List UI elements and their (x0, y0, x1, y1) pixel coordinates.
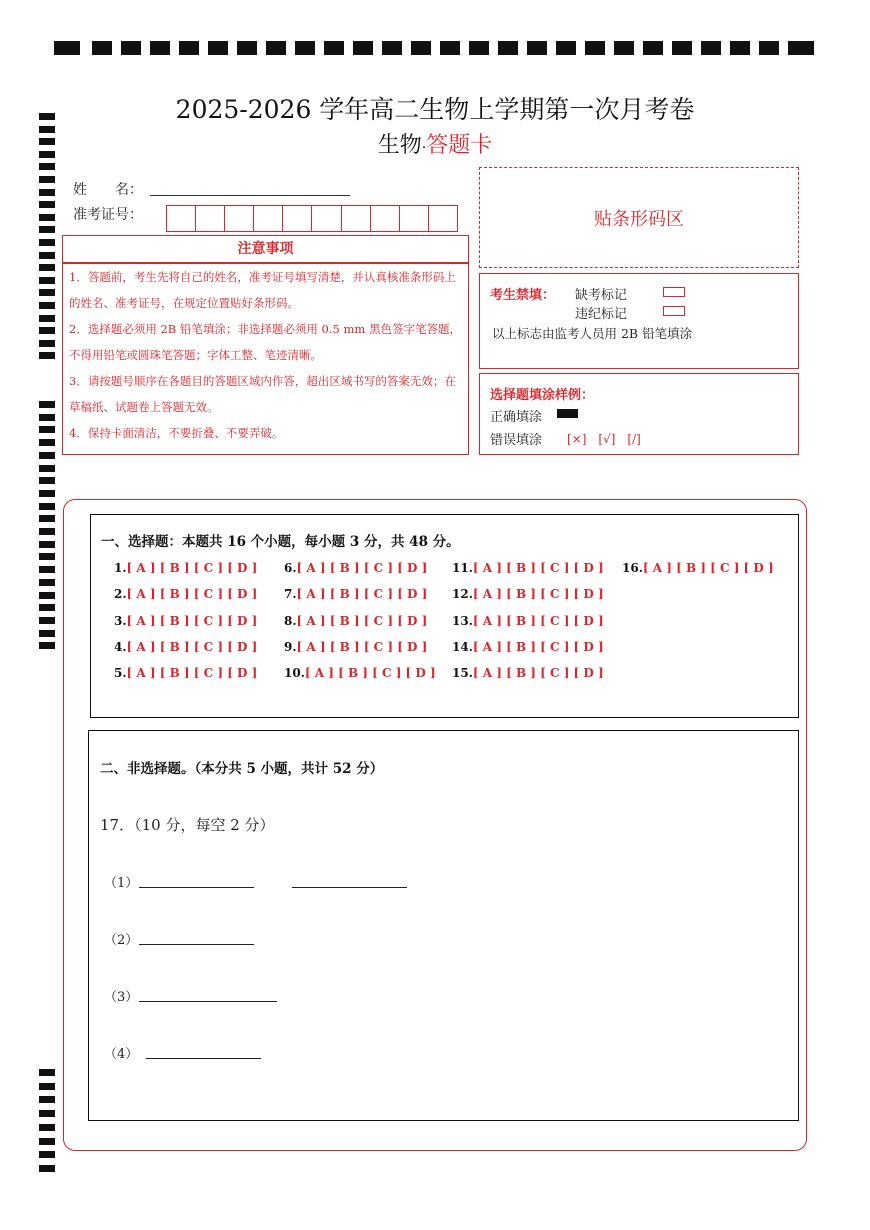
choice-question (452, 614, 604, 628)
answer-blank[interactable] (146, 1058, 261, 1059)
timing-mark (39, 226, 55, 233)
timing-mark (39, 239, 55, 246)
proctor-note: 以上标志由监考人员用 2B 铅笔填涂 (492, 326, 693, 341)
timing-mark (353, 41, 373, 55)
answer-blank[interactable] (139, 1001, 277, 1002)
timing-mark (469, 41, 489, 55)
name-label: 姓 名： (73, 182, 143, 198)
choice-question (452, 587, 604, 601)
answer-options[interactable]: [ A ] [ B ] [ C ] [ D ] (472, 639, 604, 654)
timing-mark (39, 1110, 55, 1117)
choice-question (452, 666, 604, 680)
question-number: 9. (284, 639, 297, 654)
choice-question (622, 561, 774, 575)
question-number: 15. (452, 666, 473, 681)
question-number: 12. (452, 587, 473, 602)
answer-options[interactable]: [ A ] [ B ] [ C ] [ D ] (304, 666, 436, 681)
choice-section (90, 514, 799, 718)
question-number: 3. (114, 613, 127, 628)
timing-mark (39, 592, 55, 599)
choice-section-title: 一、选择题：本题共 16 个小题，每小题 3 分，共 48 分。 (101, 534, 460, 550)
timing-mark (498, 41, 518, 55)
timing-mark (39, 163, 55, 170)
timing-mark (39, 465, 55, 472)
answer-options[interactable]: [ A ] [ B ] [ C ] [ D ] (296, 613, 428, 628)
question-number: 5. (114, 666, 127, 681)
timing-mark (788, 41, 814, 55)
notice-item: 2．选择题必须用 2B 铅笔填涂；非选择题必须用 0.5 mm 黑色签字笔答题，不得用铅笔或圆珠笔答题；字体工整、笔迹清晰。 (69, 322, 461, 362)
timing-mark (92, 41, 112, 55)
timing-mark (39, 1151, 55, 1158)
barcode-label: 贴条形码区 (594, 208, 684, 230)
timing-mark (150, 41, 170, 55)
question-number: 14. (452, 639, 473, 654)
timing-mark (39, 1069, 55, 1076)
question-number: 8. (284, 613, 297, 628)
timing-mark (39, 439, 55, 446)
choice-question (114, 561, 257, 575)
choice-question (114, 587, 257, 601)
timing-mark (39, 414, 55, 421)
notice-box (62, 263, 469, 455)
timing-mark (121, 41, 141, 55)
fill-example-box (479, 373, 799, 455)
answer-options[interactable]: [ A ] [ B ] [ C ] [ D ] (126, 561, 258, 575)
choice-question (284, 561, 427, 575)
id-digit-box[interactable] (225, 206, 254, 231)
id-digit-box[interactable] (167, 206, 196, 231)
answer-options[interactable]: [ A ] [ B ] [ C ] [ D ] (642, 561, 774, 575)
id-digit-box[interactable] (371, 206, 400, 231)
notice-item: 4．保持卡面清洁，不要折叠、不要弄破。 (69, 426, 284, 440)
id-digit-box[interactable] (312, 206, 341, 231)
answer-blank[interactable] (139, 887, 254, 888)
subtitle-dot: · (421, 140, 427, 156)
timing-mark (440, 41, 460, 55)
question-number: 10. (284, 666, 305, 681)
id-digit-box[interactable] (283, 206, 312, 231)
timing-mark (759, 41, 779, 55)
timing-mark (39, 189, 55, 196)
wrong-fill-marks: [×] [√] [/] (567, 432, 641, 446)
timing-mark (585, 41, 605, 55)
timing-mark (39, 503, 55, 510)
timing-mark (39, 264, 55, 271)
timing-mark (39, 541, 55, 548)
id-digit-box[interactable] (342, 206, 371, 231)
timing-mark (39, 1124, 55, 1131)
timing-mark (672, 41, 692, 55)
timing-mark (39, 579, 55, 586)
timing-mark (39, 553, 55, 560)
choice-question (284, 614, 427, 628)
choice-question (284, 666, 436, 680)
question-number: 6. (284, 561, 297, 575)
choice-question (284, 640, 427, 654)
answer-blank[interactable] (292, 887, 407, 888)
timing-mark (266, 41, 286, 55)
id-label: 准考证号： (73, 207, 143, 223)
question-17-title: 17．（10 分，每空 2 分） (100, 816, 275, 834)
choice-question (452, 640, 604, 654)
timing-mark (237, 41, 257, 55)
timing-mark (39, 176, 55, 183)
timing-mark (39, 315, 55, 322)
subquestion-2-label: （2） (104, 933, 139, 948)
timing-mark (527, 41, 547, 55)
violation-label: 违纪标记 (575, 307, 628, 322)
barcode-area (479, 167, 799, 268)
subquestion-1-label: （1） (104, 876, 139, 891)
timing-mark (39, 1083, 55, 1090)
question-number: 4. (114, 639, 127, 654)
proctor-box (479, 273, 799, 369)
id-digit-box[interactable] (400, 206, 429, 231)
answer-options[interactable]: [ A ] [ B ] [ C ] [ D ] (472, 613, 604, 628)
timing-mark (39, 327, 55, 334)
timing-mark (39, 1165, 55, 1172)
subquestion-4-label: （4） (104, 1047, 139, 1062)
timing-mark (382, 41, 402, 55)
question-number: 2. (114, 587, 127, 602)
subtitle-card: 答题卡 (426, 133, 493, 158)
timing-mark (39, 604, 55, 611)
answer-options[interactable]: [ A ] [ B ] [ C ] [ D ] (126, 666, 258, 681)
timing-mark (39, 426, 55, 433)
choice-question (452, 561, 604, 575)
id-number-boxes[interactable] (166, 205, 458, 232)
answer-options[interactable]: [ A ] [ B ] [ C ] [ D ] (126, 613, 258, 628)
timing-mark (39, 477, 55, 484)
timing-mark (39, 490, 55, 497)
absent-label: 缺考标记 (575, 288, 628, 303)
choice-question (114, 614, 257, 628)
answer-options[interactable]: [ A ] [ B ] [ C ] [ D ] (296, 561, 428, 575)
notice-item: 3．请按题号顺序在各题目的答题区域内作答，超出区域书写的答案无效；在草稿纸、试题卷上答题无效。 (69, 374, 456, 414)
answer-options[interactable]: [ A ] [ B ] [ C ] [ D ] (296, 639, 428, 654)
answer-options[interactable]: [ A ] [ B ] [ C ] [ D ] (296, 587, 428, 602)
answer-options[interactable]: [ A ] [ B ] [ C ] [ D ] (472, 666, 604, 681)
timing-mark (39, 302, 55, 309)
choice-question (114, 666, 257, 680)
timing-mark (730, 41, 750, 55)
timing-mark (614, 41, 634, 55)
correct-fill-label: 正确填涂 (490, 410, 543, 425)
answer-options[interactable]: [ A ] [ B ] [ C ] [ D ] (126, 639, 258, 654)
subtitle-subject: 生物 (377, 133, 422, 158)
timing-mark (39, 452, 55, 459)
wrong-fill-label: 错误填涂 (490, 433, 543, 448)
question-number: 7. (284, 587, 297, 602)
timing-mark (39, 528, 55, 535)
notice-item: 1．答题前，考生先将自己的姓名，准考证号填写清楚，并认真核准条形码上的姓名、准考证号，在规定位置贴好条形码。 (69, 270, 456, 310)
question-number: 1. (114, 561, 127, 575)
timing-mark (39, 201, 55, 208)
timing-mark (39, 352, 55, 359)
timing-mark (39, 401, 55, 408)
answer-options[interactable]: [ A ] [ B ] [ C ] [ D ] (472, 561, 604, 575)
timing-mark (411, 41, 431, 55)
correct-fill-mark (557, 409, 578, 418)
timing-mark (39, 566, 55, 573)
timing-mark (39, 630, 55, 637)
question-number: 11. (452, 561, 473, 575)
timing-mark (39, 277, 55, 284)
timing-mark (39, 515, 55, 522)
timing-mark (39, 340, 55, 347)
timing-mark (39, 1096, 55, 1103)
subquestion-3-label: （3） (104, 990, 139, 1005)
timing-mark (643, 41, 663, 55)
timing-mark (324, 41, 344, 55)
answer-options[interactable]: [ A ] [ B ] [ C ] [ D ] (126, 587, 258, 602)
id-digit-box[interactable] (254, 206, 283, 231)
timing-mark (179, 41, 199, 55)
question-number: 16. (622, 561, 643, 575)
timing-mark (39, 289, 55, 296)
timing-mark (208, 41, 228, 55)
timing-mark (701, 41, 721, 55)
fill-example-title: 选择题填涂样例： (490, 388, 595, 403)
choice-question (114, 640, 257, 654)
written-section (88, 730, 799, 1121)
written-section-title: 二、非选择题。（本分共 5 小题，共计 52 分） (100, 761, 384, 777)
choice-question (284, 587, 427, 601)
timing-mark (54, 41, 80, 55)
absent-checkbox[interactable] (663, 287, 685, 297)
timing-mark (39, 252, 55, 259)
timing-mark (295, 41, 315, 55)
timing-mark (556, 41, 576, 55)
id-digit-box[interactable] (429, 206, 457, 231)
page-title: 2025-2026 学年高二生物上学期第一次月考卷 (175, 95, 695, 124)
top-timing-marks (54, 41, 816, 55)
answer-options[interactable]: [ A ] [ B ] [ C ] [ D ] (472, 587, 604, 602)
proctor-label: 考生禁填： (490, 288, 556, 303)
violation-checkbox[interactable] (663, 306, 685, 316)
id-digit-box[interactable] (196, 206, 225, 231)
timing-mark (39, 1138, 55, 1145)
notice-heading: 注意事项 (62, 235, 469, 263)
answer-blank[interactable] (139, 944, 254, 945)
timing-mark (39, 617, 55, 624)
question-number: 13. (452, 613, 473, 628)
page-subtitle (0, 128, 870, 159)
timing-mark (39, 642, 55, 649)
name-field[interactable] (150, 195, 350, 196)
timing-mark (39, 214, 55, 221)
